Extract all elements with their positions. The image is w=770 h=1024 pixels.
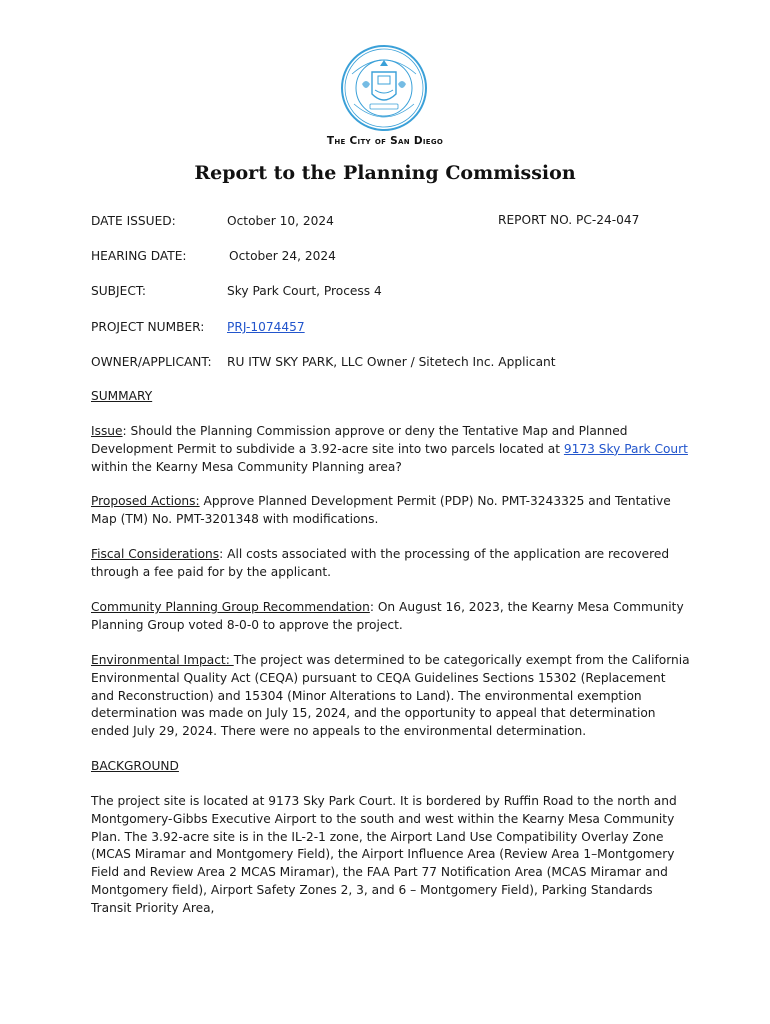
summary-heading: SUMMARY [91,389,153,403]
issue-text-end: within the Kearny Mesa Community Planning area? [91,459,402,474]
owner-value: RU ITW SKY PARK, LLC Owner / Sitetech Inc. Applicant [227,355,556,369]
issue-label: Issue [91,424,123,438]
proposed-actions-text: Approve Planned Development Permit (PDP) No. PMT-3243325 and Tentative Map (TM) No. PMT-3201348 with modifications. [91,494,671,526]
owner-label: OWNER/APPLICANT: [91,355,212,369]
subject-value: Sky Park Court, Process 4 [227,284,382,298]
issue-text: : Should the Planning Commission approve or deny the Tentative Map and Planned Development Permit to subdivide a 3.92-acre site into two parcels located at [91,424,628,456]
address-link[interactable]: 9173 Sky Park Court [563,441,688,456]
background-paragraph: The project site is located at 9173 Sky Park Court. It is bordered by Ruffin Road to the north and Montgomery-Gibbs Executive Airport to the south and west within the Kearny Mesa Community Plan. The 3.92-acre site is in the IL-2-1 zone, the Airport Land Use Compatibility Overlay Zone (MCAS Miramar and Montgomery Field), the Airport Influence Area (Review Area 1–Montgomery Field and Review Area 2 MCAS Miramar), the FAA Part 77 Notification Area (MCAS Miramar and Montgomery field), Airport Safety Zones 2, 3, and 6 – Montgomery Field), Parking Standards Transit Priority Area, [91,794,677,915]
cpg-label: Community Planning Group Recommendation [91,600,370,614]
fiscal-text: : All costs associated with the processing of the application are recovered through a fee paid for by the applicant. [91,547,670,579]
hearing-date-value: October 24, 2024 [229,249,336,263]
report-number: REPORT NO. PC-24-047 [498,213,640,227]
background-heading: BACKGROUND [91,759,179,773]
city-seal-icon [340,44,428,132]
page-title: Report to the Planning Commission [194,162,576,184]
date-issued-label: DATE ISSUED: [91,214,176,228]
environmental-label: Environmental Impact: [91,653,234,667]
cpg-text: : On August 16, 2023, the Kearny Mesa Community Planning Group voted 8-0-0 to approve the project. [91,600,684,632]
proposed-actions-paragraph [91,493,691,529]
environmental-paragraph [91,652,691,741]
cpg-paragraph [91,599,691,635]
fiscal-paragraph [91,546,691,582]
issue-paragraph [91,423,691,476]
date-issued-value: October 10, 2024 [227,214,334,228]
city-name: The City of San Diego [326,135,444,147]
subject-label: SUBJECT: [91,284,147,298]
project-number-link[interactable]: PRJ-1074457 [227,320,305,334]
fiscal-label: Fiscal Considerations [91,547,220,561]
proposed-actions-label: Proposed Actions: [91,494,200,508]
project-number-label: PROJECT NUMBER: [91,320,205,334]
hearing-date-label: HEARING DATE: [91,249,187,263]
environmental-text: The project was determined to be categorically exempt from the California Environmental Quality Act (CEQA) pursuant to CEQA Guidelines Sections 15302 (Replacement and Reconstruction) and 15304 (Minor Alterations to Land). The environmental exemption determination was made on July 15, 2024, and the opportunity to appeal that determination ended July 29, 2024. There were no appeals to the environmental determination. [91,653,690,739]
